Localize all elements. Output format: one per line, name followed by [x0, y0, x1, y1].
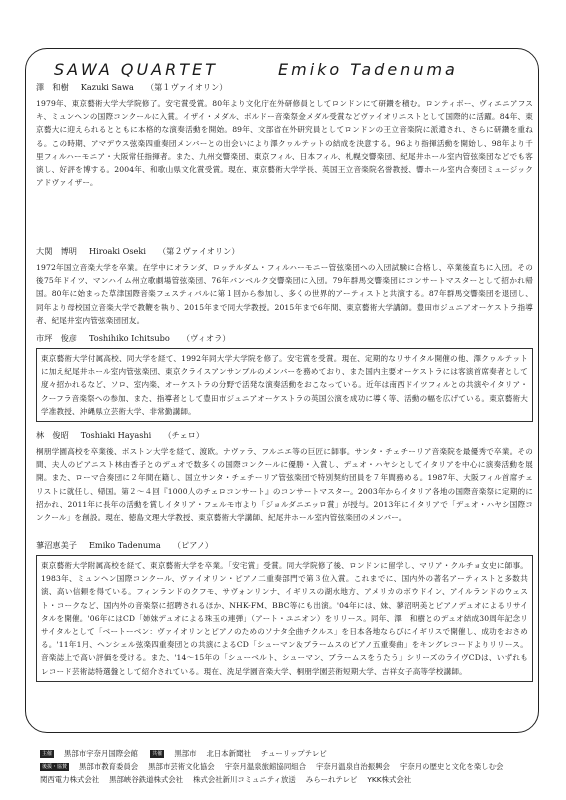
organizer-tag: 主催: [42, 751, 53, 757]
supporter-name: 黒部市芸術文化協会: [148, 762, 215, 771]
cohost-name: 北日本新聞社: [206, 749, 251, 758]
supporter-name: 宇奈月温泉自治振興会: [316, 762, 390, 771]
member-name-line: [36, 246, 533, 258]
member-bio: 東京藝術大学附属高校を経て、東京藝術大学を卒業。「安宅賞」受賞。同大学院修了後、ロンドンに留学し、マリア・クルチョ女史に師事。1983年、ミュンヘン国際コンクール、ヴァイオリン・ピアノ二重奏部門で第３位入賞。これまでに、国内外の著名アーティストと多数共演、高い信頼を得ている。フィンランドのクフモ、サヴォンリンナ、イギリスの湖水地方、アメリカのボウドイン、アイルランドのウェスト・コークなど、国内外の音楽祭に招聘されるほか、NHK-FM、BBC等にも出演。'04年には、妹、蓼沼明美とピアノデュオによるリサイタルを開催。'06年にはCD「姉妹デュオによる珠玉の連弾」（アート・ユニオン）をリリース。同年、澤 和樹とのデュオ結成30周年記念リサイタルとして「ベートーベン：ヴァイオリンとピアノのためのソナタ全曲チクルス」を日本各地ならびにイギリスで開催し、成功をおさめる。'11年1月、ヘンシェル弦楽四重奏団との共演によるCD「シューマン＆ブラームスのピアノ五重奏曲」をキングレコードよりリリース。音楽誌上で高い評価を受ける。また、'14～15年の「シューベルト、シューマン、ブラームスをうたう」シリーズのライヴCDは、いずれもレコード芸術誌特選盤として紹介されている。現在、洗足学園音楽大学、桐朋学園芸術短期大学、吉祥女子高等学校講師。: [36, 555, 533, 682]
member-name-en: Emiko Tadenuma: [88, 540, 161, 550]
support-tag: 後援・協賛: [42, 764, 68, 770]
supporter-name: みらーれテレビ: [305, 775, 358, 784]
supporter-name: 宇奈月の歴史と文化を楽しむ会: [399, 762, 504, 771]
member-name-en: Hiroaki Oseki: [88, 246, 146, 256]
member-ichitsubo: [36, 333, 533, 422]
member-name-en: Kazuki Sawa: [80, 82, 134, 92]
sponsor-row: [40, 760, 540, 773]
member-tadenuma: [36, 540, 533, 682]
member-name-en: Toshiaki Hayashi: [80, 430, 152, 440]
member-bio: 桐朋学園高校を卒業後、ボストン大学を経て、渡欧。ナヴァラ、フルニエ等の巨匠に師事。サンタ・チェチーリア音楽院を最優秀で卒業。その間、夫人のピアニスト林由香子とのデュオで数多くの国際コンクールに優勝・入賞し、デュオ・ハヤシとしてイタリアを中心に演奏活動を展開。また、ローマ合奏団に２年間在籍し、国立サンタ・チェチーリア管弦楽団で特別契約団員を７年間務める。1987年、大阪フィル首席チェリストに就任し、帰国。第２～４回『1000人のチェロコンサート』のコンサートマスター。2003年からイタリア各地の国際音楽祭に定期的に招かれ、2011年に長年の活動を賞しイタリア・フェルモ市より「ジョルダニエッロ賞」が授与。2013年にイタリアで「デュオ・ハヤシ国際コンクール」を創設。現在、徳島文理大学教授、東京藝術大学講師、紀尾井ホール室内管弦楽団のメンバー。: [36, 447, 533, 523]
sponsor-row: [40, 773, 540, 786]
member-name-en: Toshihiko Ichitsubo: [88, 333, 170, 343]
supporter-name: 関西電力株式会社: [40, 775, 100, 784]
member-name-line: [36, 540, 533, 552]
supporter-name: 宇奈月温泉旅館協同組合: [224, 762, 306, 771]
organizer-name: 黒部市宇奈月国際会館: [64, 749, 138, 758]
sponsor-row: [40, 747, 540, 760]
cohost-tag: 共催: [152, 751, 163, 757]
member-name-jp: 市坪 俊彦: [36, 333, 77, 343]
sponsor-credits: [40, 747, 540, 786]
cohost-name: 黒部市: [174, 749, 197, 758]
member-role: （第１ヴァイオリン）: [145, 82, 228, 92]
page-header: [54, 60, 484, 79]
supporter-name: 黒部市教育委員会: [79, 762, 139, 771]
member-name-line: [36, 82, 533, 94]
supporter-name: YKK株式会社: [367, 775, 412, 784]
supporter-name: 株式会社新川コミュニティ放送: [193, 775, 296, 784]
member-hayashi: [36, 430, 533, 524]
member-name-jp: 蓼沼恵美子: [36, 540, 77, 550]
supporter-name: 黒部峡谷鉄道株式会社: [109, 775, 184, 784]
member-role: （チェロ）: [163, 430, 205, 440]
member-bio: 1979年、東京藝術大学大学院修了。安宅賞受賞。80年より文化庁在外研修員としてロンドンにて研鑽を積む。ロンティボー、ヴィエニアフスキ、ミュンヘンの国際コンクールに入賞。イザイ・メダル、ボルドー音楽祭金メダル受賞などヴァイオリニストとして国際的に活躍。84年、東京藝大に迎えられるとともに本格的な演奏活動を開始。89年、文部省在外研究員としてロンドンの王立音楽院に派遣され、さらに研鑽を重ねる。この時期、アマデウス弦楽四重奏団メンバーとの出会いにより澤クヮルテットの結成を決意する。96より指揮活動を開始し、98年より千里フィルハーモニア・大阪常任指揮者。また、九州交響楽団、東京フィル、日本フィル、札幌交響楽団、紀尾井ホール室内管弦楽団などでも客演し、好評を博する。2004年、和歌山県文化賞受賞。現在、東京藝術大学学長、英国王立音楽院名誉教授、響ホール室内合奏団ミュージックアドヴァイザー。: [36, 99, 533, 188]
member-bio: 1972年国立音楽大学を卒業。在学中にオランダ、ロッテルダム・フィルハーモニー管弦楽団への入団試験に合格し、卒業後直ちに入団。その後75年ドイツ、マンハイム州立歌劇場管弦楽団、76年バンベルク交響楽団に入団。79年群馬交響楽団にコンサートマスターとして招かれ帰国。80年に始まった草津国際音楽フェスティバルに第１回から参加し、多くの世界的アーティストと共演する。87年群馬交響楽団を退団し、同年より母校国立音楽大学で教鞭を執り、2015年まで同大学教授。2015年まで6年間、東京藝術大学講師。豊田市ジュニアオーケストラ指導者、紀尾井室内管弦楽団団友。: [36, 263, 533, 325]
member-name-jp: 大関 博明: [36, 246, 77, 256]
member-name-line: [36, 430, 533, 442]
cohost-name: チューリップテレビ: [260, 749, 327, 758]
member-role: （ヴィオラ）: [181, 333, 231, 343]
member-name-line: [36, 333, 533, 345]
member-oseki: [36, 246, 533, 327]
member-name-jp: 林 俊昭: [36, 430, 69, 440]
member-name-jp: 澤 和樹: [36, 82, 69, 92]
member-sawa: [36, 82, 533, 189]
member-role: （第２ヴァイオリン）: [157, 246, 240, 256]
header-title: SAWA QUARTET: [54, 60, 218, 79]
member-bio: 東京藝術大学付属高校、同大学を経て、1992年同大学大学院を修了。安宅賞を受賞。現在、定期的なリサイタル開催の他、澤クヮルテットに加え紀尾井ホール室内管弦楽団、東京クライスアンサンブルのメンバーを務めており、また国内主要オーケストラには客演首席奏者として度々招かれるなど、ソロ、室内楽、オーケストラの分野で活発な演奏活動をおこなっている。近年は南西ドイツフィルとの共演やイタリア・クーフラ音楽祭への参加、また、指導者として豊田市ジュニアオーケストラの英国公演を成功に導く等、活動の幅を広げている。東京藝術大学准教授、沖縄県立芸術大学、非常勤講師。: [36, 348, 533, 422]
header-subtitle: Emiko Tadenuma: [278, 60, 458, 79]
member-role: （ピアノ）: [172, 540, 214, 550]
